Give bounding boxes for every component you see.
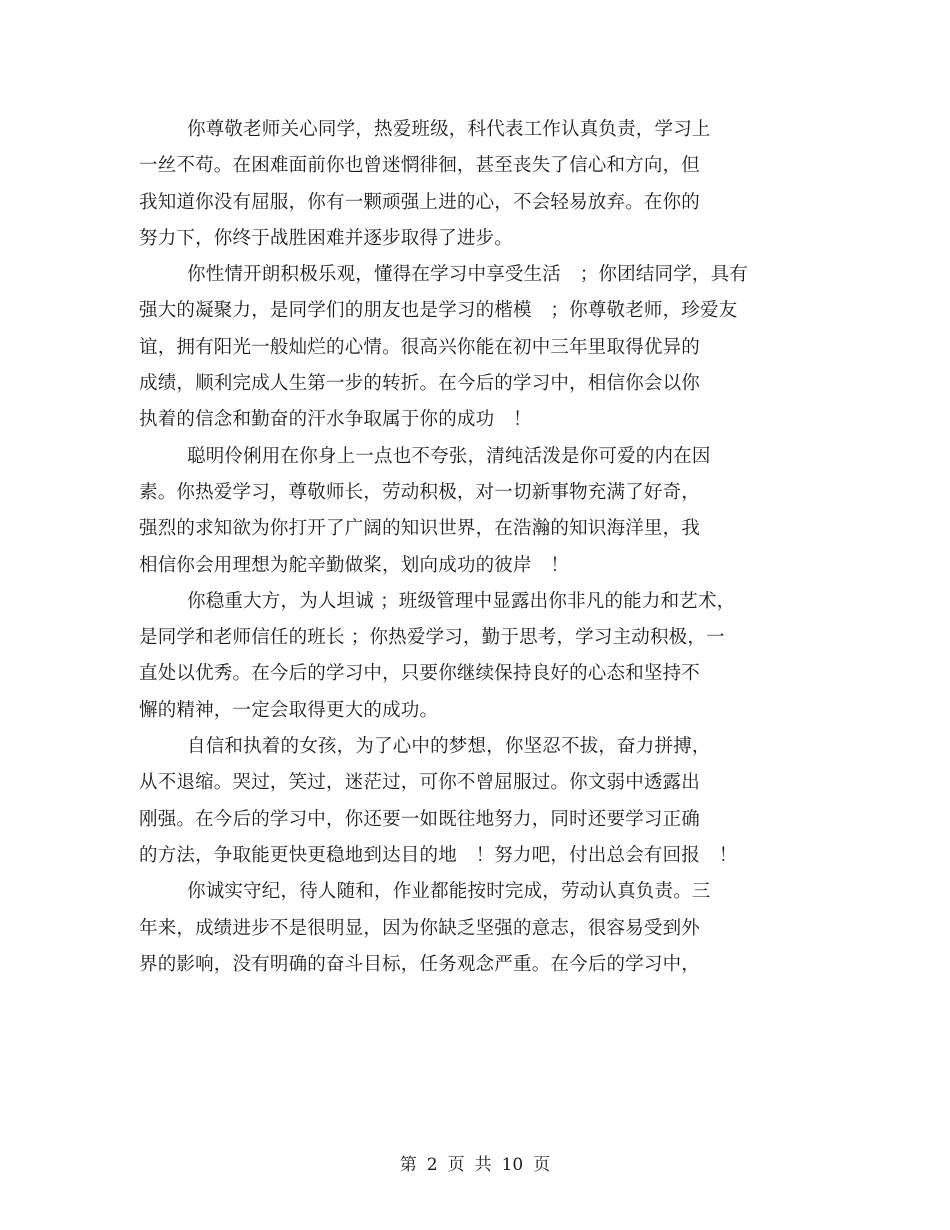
text-line: 聪明伶俐用在你身上一点也不夸张，清纯活泼是你可爱的内在因: [187, 445, 711, 467]
text-line: 自信和执着的女孩，为了心中的梦想，你坚忍不拔，奋力拼搏，: [187, 736, 711, 758]
text-line: 强烈的求知欲为你打开了广阔的知识世界，在浩瀚的知识海洋里，我: [139, 518, 701, 540]
total-page-count: 10: [501, 1155, 524, 1175]
paragraph-5: [139, 729, 819, 874]
current-page-number: 2: [426, 1155, 438, 1175]
text-line: 的方法，争取能更快更稳地到达目的地 ！努力吧，付出总会有回报 ！: [139, 844, 738, 866]
page-footer: [0, 1150, 950, 1175]
text-line: 我知道你没有屈服，你有一颗顽强上进的心，不会轻易放弃。在你的: [139, 191, 701, 213]
footer-label: 页: [447, 1155, 465, 1175]
text-line: 刚强。在今后的学习中，你还要一如既往地努力，同时还要学习正确: [139, 808, 701, 830]
text-line: 界的影响，没有明确的奋斗目标，任务观念严重。在今后的学习中，: [139, 953, 701, 975]
paragraph-6: [139, 874, 819, 983]
text-line: 懈的精神，一定会取得更大的成功。: [139, 699, 439, 721]
text-line: 谊，拥有阳光一般灿烂的心情。很高兴你能在初中三年里取得优异的: [139, 336, 701, 358]
paragraph-2: [139, 257, 819, 438]
paragraph-4: [139, 584, 819, 729]
text-line: 相信你会用理想为舵辛勤做桨，划向成功的彼岸 ！: [139, 554, 570, 576]
text-line: 你性情开朗积极乐观，懂得在学习中享受生活 ；你团结同学，具有: [187, 264, 749, 286]
text-line: 素。你热爱学习，尊敬师长，劳动积极，对一切新事物充满了好奇，: [139, 481, 701, 503]
text-line: 一丝不苟。在困难面前你也曾迷惘徘徊，甚至丧失了信心和方向，但: [139, 155, 701, 177]
text-line: 执着的信念和勤奋的汗水争取属于你的成功 ！: [139, 409, 532, 431]
text-line: 努力下，你终于战胜困难并逐步取得了进步。: [139, 227, 514, 249]
footer-label: 页: [533, 1155, 551, 1175]
text-line: 成绩，顺利完成人生第一步的转折。在今后的学习中，相信你会以你: [139, 373, 701, 395]
footer-label: 第: [399, 1155, 417, 1175]
text-line: 直处以优秀。在今后的学习中，只要你继续保持良好的心态和坚持不: [139, 663, 701, 685]
footer-label: 共: [474, 1155, 492, 1175]
paragraph-1: [139, 112, 819, 257]
paragraph-3: [139, 439, 819, 584]
body-text: [139, 112, 819, 983]
text-line: 是同学和老师信任的班长 ；你热爱学习，勤于思考，学习主动积极，一: [139, 627, 725, 649]
text-line: 从不退缩。哭过，笑过，迷茫过，可你不曾屈服过。你文弱中透露出: [139, 772, 701, 794]
text-line: 强大的凝聚力，是同学们的朋友也是学习的楷模 ；你尊敬老师，珍爱友: [139, 300, 738, 322]
text-line: 你诚实守纪，待人随和，作业都能按时完成，劳动认真负责。三: [187, 881, 711, 903]
text-line: 你尊敬老师关心同学，热爱班级，科代表工作认真负责，学习上: [187, 119, 711, 140]
text-line: 你稳重大方，为人坦诚 ；班级管理中显露出你非凡的能力和艺术，: [187, 590, 736, 612]
text-line: 年来，成绩进步不是很明显，因为你缺乏坚强的意志，很容易受到外: [139, 917, 701, 939]
